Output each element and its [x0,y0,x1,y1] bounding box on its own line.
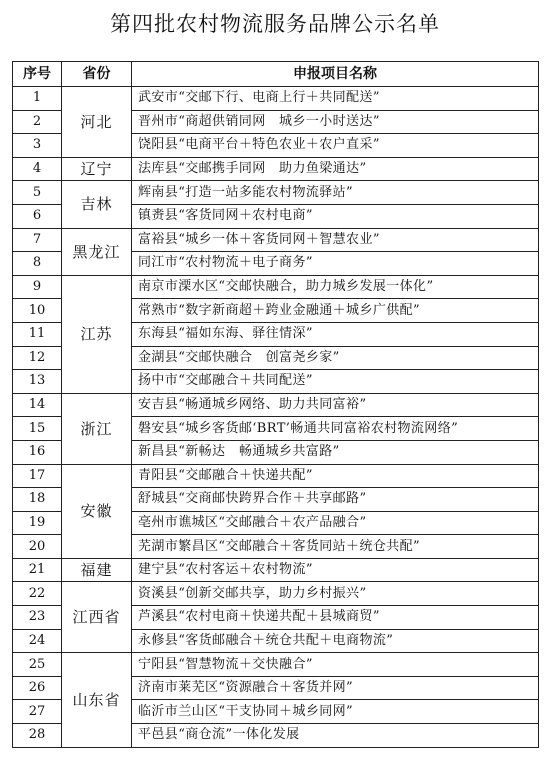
province-cell: 江苏 [62,275,132,393]
project-name: 舒城县“交商邮快跨界合作＋共享邮路” [132,488,539,512]
row-number: 13 [13,370,62,394]
row-number: 18 [13,488,62,512]
row-number: 26 [13,676,62,700]
row-number: 10 [13,299,62,323]
project-name: 南京市溧水区“交邮快融合，助力城乡发展一体化” [132,275,539,299]
row-number: 5 [13,181,62,205]
table-row [13,653,539,677]
project-name: 平邑县“商仓流”一体化发展 [132,724,539,748]
province-cell: 山东省 [62,653,132,747]
row-number: 24 [13,629,62,653]
province-cell: 吉林 [62,181,132,228]
table-row [13,157,539,181]
project-name: 青阳县“交邮融合＋快递共配” [132,464,539,488]
table-row [13,181,539,205]
row-number: 6 [13,204,62,228]
project-name: 宁阳县“智慧物流＋交快融合” [132,653,539,677]
province-cell: 江西省 [62,582,132,653]
province-cell: 安徽 [62,464,132,558]
project-name: 辉南县“打造一站多能农村物流驿站” [132,181,539,205]
province-cell: 辽宁 [62,157,132,181]
project-name: 济南市莱芜区“资源融合＋客货并网” [132,676,539,700]
project-name: 磐安县“城乡客货邮‘BRT’畅通共同富裕农村物流网络” [132,417,539,441]
project-name: 芦溪县“农村电商＋快递共配＋县城商贸” [132,606,539,630]
row-number: 28 [13,724,62,748]
project-name: 永修县“客货邮融合＋统仓共配＋电商物流” [132,629,539,653]
project-name: 芜湖市繁昌区“交邮融合＋客货同站＋统仓共配” [132,535,539,559]
project-name: 临沂市兰山区“干支协同＋城乡同网” [132,700,539,724]
project-name: 东海县“福如东海、驿往情深” [132,322,539,346]
project-name: 武安市“交邮下行、电商上行＋共同配送” [132,87,539,111]
row-number: 16 [13,440,62,464]
table-row [13,228,539,252]
row-number: 1 [13,87,62,111]
project-name: 常熟市“数字新商超＋跨业金融通＋城乡广供配” [132,299,539,323]
brand-list-table [12,61,539,748]
project-name: 饶阳县“电商平台＋特色农业＋农户直采” [132,134,539,158]
project-name: 新昌县“新畅达 畅通城乡共富路” [132,440,539,464]
row-number: 2 [13,110,62,134]
table-row [13,87,539,111]
row-number: 21 [13,558,62,582]
row-number: 3 [13,134,62,158]
row-number: 7 [13,228,62,252]
project-name: 镇赉县“客货同网＋农村电商” [132,204,539,228]
province-cell: 福建 [62,558,132,582]
project-name: 亳州市谯城区“交邮融合＋农产品融合” [132,511,539,535]
project-name: 安吉县“畅通城乡网络、助力共同富裕” [132,393,539,417]
project-name: 扬中市“交邮融合＋共同配送” [132,370,539,394]
row-number: 20 [13,535,62,559]
column-header-project: 申报项目名称 [132,62,539,87]
province-cell: 黑龙江 [62,228,132,275]
project-name: 富裕县“城乡一体＋客货同网＋智慧农业” [132,228,539,252]
table-row [13,393,539,417]
row-number: 22 [13,582,62,606]
row-number: 14 [13,393,62,417]
row-number: 12 [13,346,62,370]
project-name: 晋州市“商超供销同网 城乡一小时送达” [132,110,539,134]
table-row [13,582,539,606]
row-number: 11 [13,322,62,346]
row-number: 17 [13,464,62,488]
row-number: 27 [13,700,62,724]
project-name: 资溪县“创新交邮共享，助力乡村振兴” [132,582,539,606]
row-number: 9 [13,275,62,299]
column-header-no: 序号 [13,62,62,87]
column-header-province: 省份 [62,62,132,87]
project-name: 建宁县“农村客运＋农村物流” [132,558,539,582]
row-number: 19 [13,511,62,535]
project-name: 法库县“交邮携手同网 助力鱼梁通达” [132,157,539,181]
table-row [13,275,539,299]
table-row [13,558,539,582]
table-body [13,87,539,748]
page-title: 第四批农村物流服务品牌公示名单 [110,12,440,36]
project-name: 金湖县“交邮快融合 创富尧乡家” [132,346,539,370]
row-number: 8 [13,252,62,276]
province-cell: 浙江 [62,393,132,464]
table-header-row [13,62,539,87]
row-number: 15 [13,417,62,441]
row-number: 4 [13,157,62,181]
province-cell: 河北 [62,87,132,158]
row-number: 23 [13,606,62,630]
project-name: 同江市“农村物流＋电子商务” [132,252,539,276]
row-number: 25 [13,653,62,677]
table-row [13,464,539,488]
